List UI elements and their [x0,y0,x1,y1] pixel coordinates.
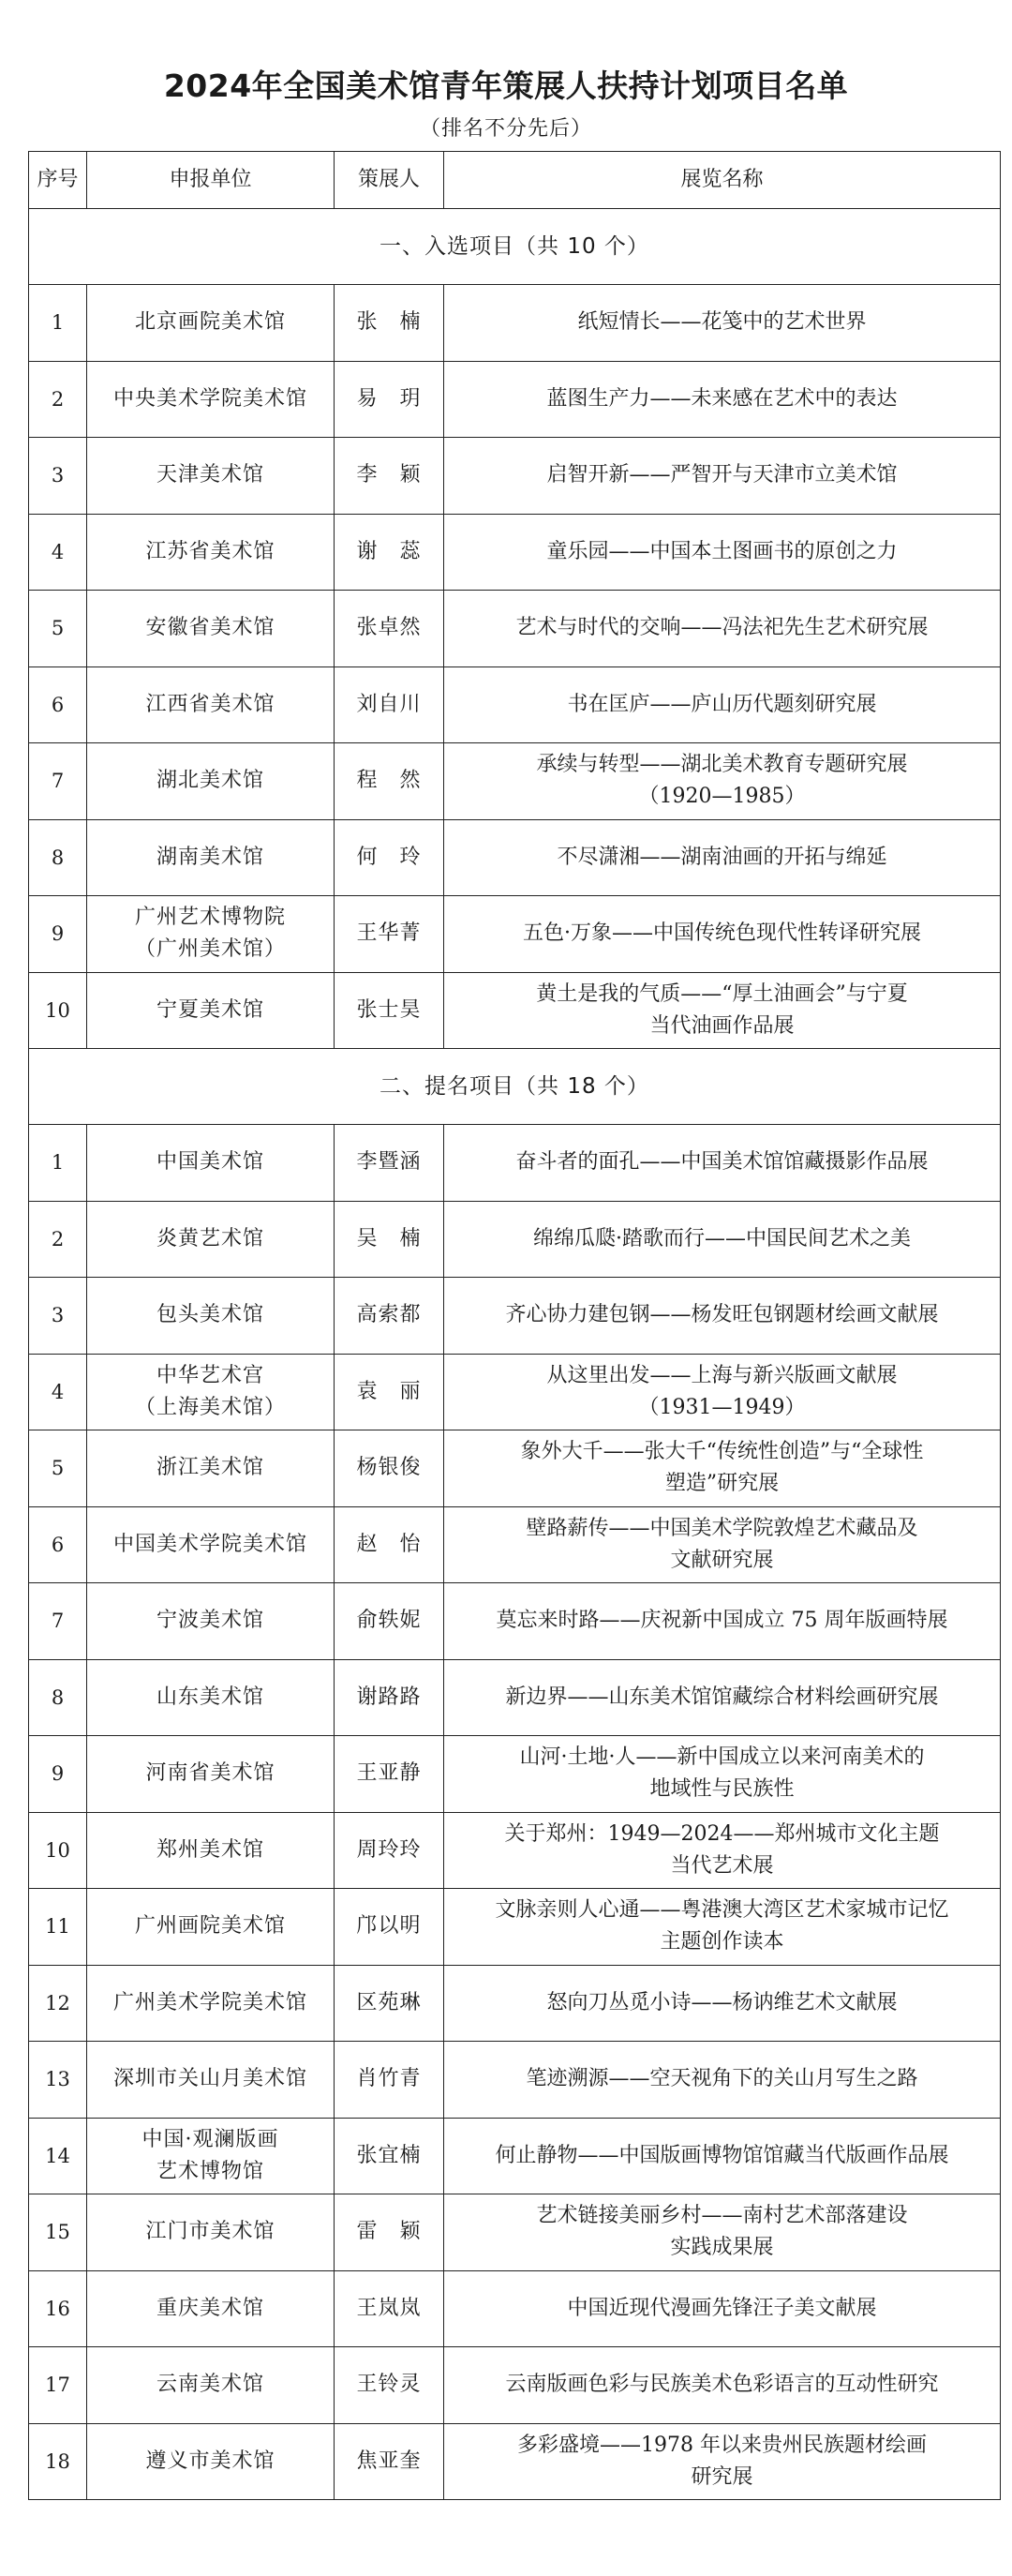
row-unit: 重庆美术馆 [87,2270,335,2347]
table-row [29,2118,1001,2194]
row-number: 4 [29,514,87,591]
row-curator: 张卓然 [335,591,444,667]
row-exhibition-title: 壁路薪传——中国美术学院敦煌艺术藏品及 文献研究展 [444,1506,1001,1583]
row-curator: 易 玥 [335,361,444,438]
row-number: 2 [29,361,87,438]
table-row [29,1736,1001,1813]
row-exhibition-title: 艺术与时代的交响——冯法祀先生艺术研究展 [444,591,1001,667]
row-curator: 赵 怡 [335,1506,444,1583]
table-row [29,1278,1001,1355]
table-row [29,1430,1001,1507]
row-exhibition-title: 艺术链接美丽乡村——南村艺术部落建设 实践成果展 [444,2194,1001,2271]
row-unit: 广州美术学院美术馆 [87,1965,335,2042]
row-unit: 中国美术馆 [87,1125,335,1202]
row-number: 5 [29,1430,87,1507]
section-heading-row [29,209,1001,285]
row-number: 10 [29,1812,87,1889]
row-curator: 王铃灵 [335,2347,444,2424]
row-number: 11 [29,1889,87,1966]
table-row [29,1125,1001,1202]
row-curator: 吴 楠 [335,1201,444,1278]
table-row [29,666,1001,743]
row-number: 6 [29,1506,87,1583]
row-number: 6 [29,666,87,743]
row-number: 8 [29,1659,87,1736]
row-curator: 雷 颖 [335,2194,444,2271]
section-heading: 一、入选项目（共 10 个） [29,209,1001,285]
row-exhibition-title: 笔迹溯源——空天视角下的关山月写生之路 [444,2042,1001,2119]
table-row [29,514,1001,591]
row-number: 5 [29,591,87,667]
row-number: 15 [29,2194,87,2271]
row-number: 1 [29,285,87,362]
row-unit: 炎黄艺术馆 [87,1201,335,1278]
row-unit: 江西省美术馆 [87,666,335,743]
row-curator: 谢 蕊 [335,514,444,591]
row-curator: 王岚岚 [335,2270,444,2347]
row-curator: 张 楠 [335,285,444,362]
row-exhibition-title: 黄土是我的气质——“厚土油画会”与宁夏 当代油画作品展 [444,972,1001,1049]
table-row [29,1812,1001,1889]
row-exhibition-title: 绵绵瓜瓞·踏歌而行——中国民间艺术之美 [444,1201,1001,1278]
row-curator: 区苑琳 [335,1965,444,2042]
row-exhibition-title: 新边界——山东美术馆馆藏综合材料绘画研究展 [444,1659,1001,1736]
row-curator: 李暨涵 [335,1125,444,1202]
row-curator: 焦亚奎 [335,2423,444,2500]
row-exhibition-title: 齐心协力建包钢——杨发旺包钢题材绘画文献展 [444,1278,1001,1355]
row-unit: 广州艺术博物院 （广州美术馆） [87,896,335,973]
row-curator: 袁 丽 [335,1354,444,1430]
row-curator: 王华菁 [335,896,444,973]
table-row [29,1889,1001,1966]
row-number: 7 [29,743,87,820]
table-row [29,972,1001,1049]
row-exhibition-title: 何止静物——中国版画博物馆馆藏当代版画作品展 [444,2118,1001,2194]
row-exhibition-title: 多彩盛境——1978 年以来贵州民族题材绘画 研究展 [444,2423,1001,2500]
row-curator: 肖竹青 [335,2042,444,2119]
row-curator: 程 然 [335,743,444,820]
page-title: 2024年全国美术馆青年策展人扶持计划项目名单 [163,67,849,104]
table-row [29,2423,1001,2500]
header-unit: 申报单位 [87,152,335,209]
row-number: 18 [29,2423,87,2500]
row-curator: 张士昊 [335,972,444,1049]
row-unit: 安徽省美术馆 [87,591,335,667]
row-unit: 江门市美术馆 [87,2194,335,2271]
row-unit: 河南省美术馆 [87,1736,335,1813]
row-unit: 宁波美术馆 [87,1583,335,1660]
row-number: 9 [29,896,87,973]
row-exhibition-title: 不尽潇湘——湖南油画的开拓与绵延 [444,819,1001,896]
row-unit: 中央美术学院美术馆 [87,361,335,438]
row-exhibition-title: 奋斗者的面孔——中国美术馆馆藏摄影作品展 [444,1125,1001,1202]
table-header-row [29,152,1001,209]
row-unit: 深圳市关山月美术馆 [87,2042,335,2119]
row-number: 14 [29,2118,87,2194]
row-curator: 李 颖 [335,438,444,515]
table-row [29,285,1001,362]
row-exhibition-title: 象外大千——张大千“传统性创造”与“全球性 塑造”研究展 [444,1430,1001,1507]
header-number: 序号 [29,152,87,209]
page-subtitle: （排名不分先后） [419,117,592,141]
table-row [29,896,1001,973]
row-number: 9 [29,1736,87,1813]
table-row [29,2347,1001,2424]
row-number: 17 [29,2347,87,2424]
table-row [29,591,1001,667]
row-curator: 张宜楠 [335,2118,444,2194]
row-number: 16 [29,2270,87,2347]
row-exhibition-title: 启智开新——严智开与天津市立美术馆 [444,438,1001,515]
row-exhibition-title: 承续与转型——湖北美术教育专题研究展 （1920—1985） [444,743,1001,820]
row-number: 12 [29,1965,87,2042]
row-unit: 郑州美术馆 [87,1812,335,1889]
row-number: 3 [29,1278,87,1355]
table-row [29,2042,1001,2119]
row-curator: 何 玲 [335,819,444,896]
row-exhibition-title: 文脉亲则人心通——粤港澳大湾区艺术家城市记忆 主题创作读本 [444,1889,1001,1966]
table-row [29,819,1001,896]
row-unit: 北京画院美术馆 [87,285,335,362]
row-unit: 宁夏美术馆 [87,972,335,1049]
row-curator: 谢路路 [335,1659,444,1736]
row-unit: 包头美术馆 [87,1278,335,1355]
row-exhibition-title: 五色·万象——中国传统色现代性转译研究展 [444,896,1001,973]
row-exhibition-title: 童乐园——中国本土图画书的原创之力 [444,514,1001,591]
row-curator: 杨银俊 [335,1430,444,1507]
row-exhibition-title: 纸短情长——花笺中的艺术世界 [444,285,1001,362]
section-heading-row [29,1049,1001,1125]
row-number: 13 [29,2042,87,2119]
header-curator: 策展人 [335,152,444,209]
table-row [29,2194,1001,2271]
row-unit: 天津美术馆 [87,438,335,515]
row-number: 2 [29,1201,87,1278]
row-curator: 邝以明 [335,1889,444,1966]
table-row [29,438,1001,515]
table-row [29,1659,1001,1736]
table-row [29,1354,1001,1430]
row-exhibition-title: 关于郑州：1949—2024——郑州城市文化主题 当代艺术展 [444,1812,1001,1889]
row-number: 7 [29,1583,87,1660]
header-exhibition: 展览名称 [444,152,1001,209]
row-exhibition-title: 怒向刀丛觅小诗——杨讷维艺术文献展 [444,1965,1001,2042]
row-exhibition-title: 云南版画色彩与民族美术色彩语言的互动性研究 [444,2347,1001,2424]
row-curator: 周玲玲 [335,1812,444,1889]
table-row [29,1201,1001,1278]
row-number: 4 [29,1354,87,1430]
project-list-table [28,151,1001,2500]
table-row [29,361,1001,438]
row-exhibition-title: 书在匡庐——庐山历代题刻研究展 [444,666,1001,743]
row-curator: 刘自川 [335,666,444,743]
row-exhibition-title: 山河·土地·人——新中国成立以来河南美术的 地域性与民族性 [444,1736,1001,1813]
row-unit: 江苏省美术馆 [87,514,335,591]
row-exhibition-title: 中国近现代漫画先锋汪子美文献展 [444,2270,1001,2347]
row-unit: 浙江美术馆 [87,1430,335,1507]
table-row [29,1506,1001,1583]
row-number: 8 [29,819,87,896]
row-exhibition-title: 蓝图生产力——未来感在艺术中的表达 [444,361,1001,438]
row-unit: 遵义市美术馆 [87,2423,335,2500]
row-unit: 云南美术馆 [87,2347,335,2424]
row-unit: 湖南美术馆 [87,819,335,896]
row-number: 3 [29,438,87,515]
row-exhibition-title: 莫忘来时路——庆祝新中国成立 75 周年版画特展 [444,1583,1001,1660]
row-exhibition-title: 从这里出发——上海与新兴版画文献展 （1931—1949） [444,1354,1001,1430]
row-unit: 湖北美术馆 [87,743,335,820]
row-curator: 王亚静 [335,1736,444,1813]
row-unit: 广州画院美术馆 [87,1889,335,1966]
table-row [29,2270,1001,2347]
row-unit: 中华艺术宫 （上海美术馆） [87,1354,335,1430]
table-row [29,1583,1001,1660]
row-unit: 中国美术学院美术馆 [87,1506,335,1583]
row-unit: 中国·观澜版画 艺术博物馆 [87,2118,335,2194]
row-unit: 山东美术馆 [87,1659,335,1736]
row-curator: 高索都 [335,1278,444,1355]
section-heading: 二、提名项目（共 18 个） [29,1049,1001,1125]
table-row [29,1965,1001,2042]
row-number: 1 [29,1125,87,1202]
row-number: 10 [29,972,87,1049]
row-curator: 俞轶妮 [335,1583,444,1660]
table-row [29,743,1001,820]
